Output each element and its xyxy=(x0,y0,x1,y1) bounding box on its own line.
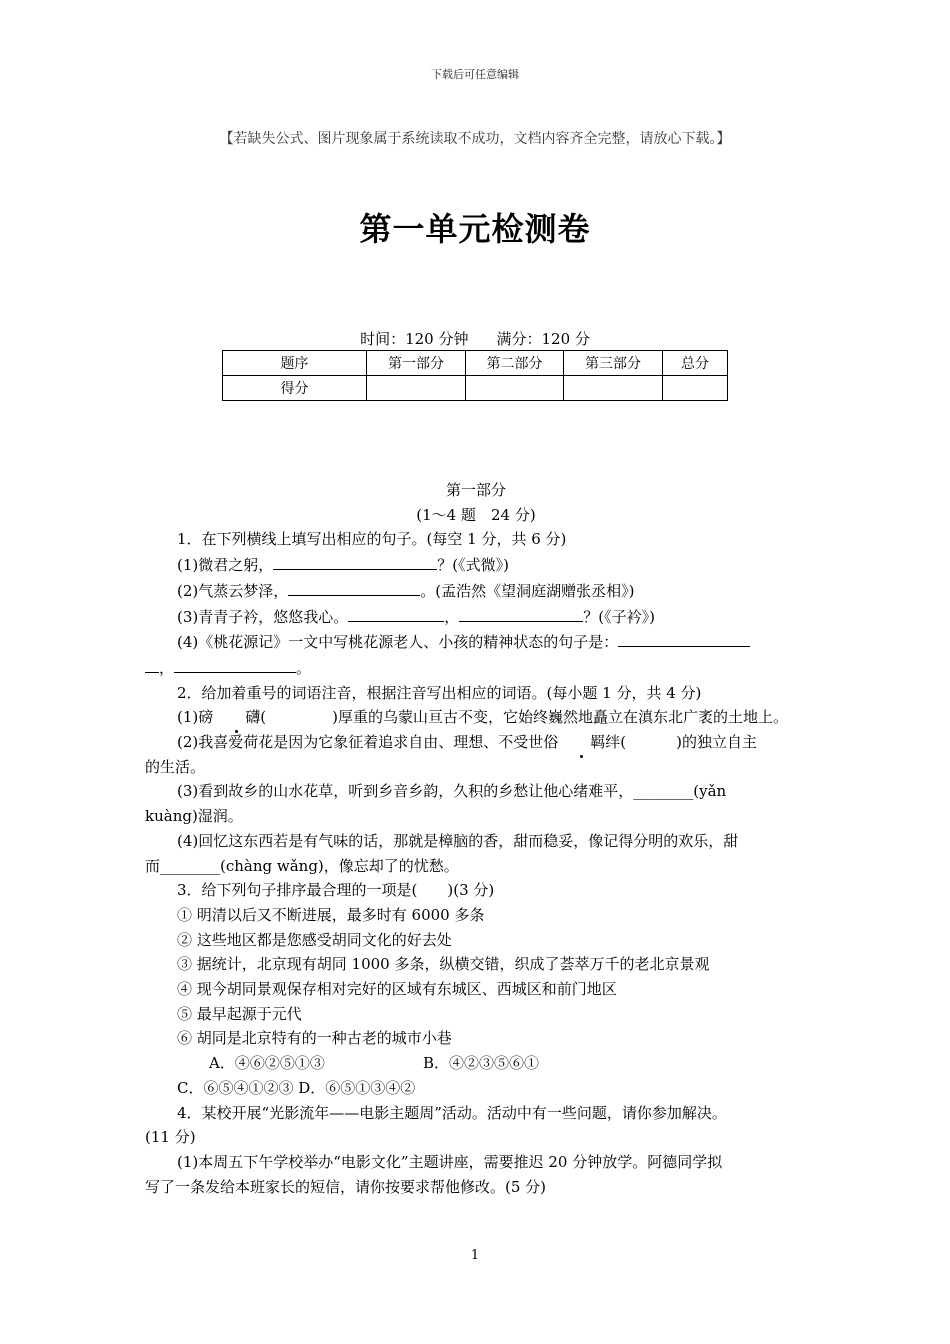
score-table-row xyxy=(223,376,728,401)
score-table-header-row xyxy=(223,351,728,376)
question-1-item: (3)青青子衿，悠悠我心。 ， ？(《子衿》) xyxy=(145,604,807,630)
answer-blank xyxy=(273,552,437,570)
question-2-stem: 2．给加着重号的词语注音，根据注音写出相应的词语。(每小题 1 分，共 4 分) xyxy=(177,683,702,702)
time-limit: 时间：120 分钟 xyxy=(360,330,469,348)
emphasis-char: 礴 xyxy=(213,705,260,730)
question-4-item: (1)本周五下午学校举办“电影文化”主题讲座，需要推迟 20 分钟放学。阿德同学拟 xyxy=(177,1152,723,1171)
question-1-item: (1)微君之躬， ？(《式微》) xyxy=(145,552,807,578)
question-3-sentence: ② 这些地区都是您感受胡同文化的好去处 xyxy=(177,930,452,949)
score-cell xyxy=(466,376,564,401)
answer-blank xyxy=(348,604,444,622)
question-3-options: C．⑥⑤④①②③ D．⑥⑤①③④② xyxy=(177,1078,416,1097)
question-3-sentence: ⑤ 最早起源于元代 xyxy=(177,1004,302,1023)
answer-blank xyxy=(459,604,583,622)
option-b: B．④②③⑤⑥① xyxy=(423,1054,540,1073)
score-row-label: 得分 xyxy=(223,376,367,401)
score-table-header: 第二部分 xyxy=(466,351,564,376)
option-a: A．④⑥②⑤①③ xyxy=(209,1054,325,1073)
page-number: 1 xyxy=(470,1248,480,1263)
question-2-item: (1)磅 礴( )厚重的乌蒙山亘古不变，它始终巍然地矗立在滇东北广袤的土地上。 xyxy=(145,705,807,730)
part-heading: 第一部分 xyxy=(445,481,506,499)
question-3-sentence: ④ 现今胡同景观保存相对完好的区域有东城区、西城区和前门地区 xyxy=(177,980,617,999)
exam-content xyxy=(145,478,807,1199)
answer-blank xyxy=(145,655,159,673)
time-info xyxy=(0,328,950,349)
question-3-options xyxy=(145,1051,807,1076)
download-notice: 【若缺失公式、图片现象属于系统读取不成功，文档内容齐全完整，请放心下载。】 xyxy=(219,131,731,147)
answer-blank xyxy=(174,655,296,673)
score-table xyxy=(222,350,728,401)
part-subheading: (1～4 题 24 分) xyxy=(416,505,536,524)
question-2-item: (4)回忆这东西若是有气味的话，那就是樟脑的香，甜而稳妥，像记得分明的欢乐，甜 xyxy=(177,831,739,850)
question-3-sentence: ③ 据统计，北京现有胡同 1000 多条，纵横交错，织成了荟萃万千的老北京景观 xyxy=(177,955,710,974)
question-2-item-cont: 而________(chàng wǎng)，像忘却了的忧愁。 xyxy=(145,856,459,875)
question-1-item: (4)《桃花源记》一文中写桃花源老人、小孩的精神状态的句子是： xyxy=(145,629,807,655)
question-4-item-cont: 写了一条发给本班家长的短信，请你按要求帮他修改。(5 分) xyxy=(145,1177,547,1196)
question-4-stem-cont: (11 分) xyxy=(145,1128,196,1147)
question-2-item-cont: kuàng)湿润。 xyxy=(145,807,243,826)
score-cell xyxy=(367,376,466,401)
answer-blank xyxy=(288,578,420,596)
question-2-item: (3)看到故乡的山水花草，听到乡音乡韵，久积的乡愁让他心绪难平，________(yǎn xyxy=(177,782,727,801)
emphasis-char: 羁 xyxy=(558,730,605,755)
score-table-header: 题序 xyxy=(223,351,367,376)
question-3-sentence: ① 明清以后又不断进展，最多时有 6000 多条 xyxy=(177,905,485,924)
score-cell xyxy=(564,376,663,401)
score-table-header: 第三部分 xyxy=(564,351,663,376)
question-3-sentence: ⑥ 胡同是北京特有的一种古老的城市小巷 xyxy=(177,1029,452,1048)
score-table-header: 第一部分 xyxy=(367,351,466,376)
question-1-item-cont: ， 。 xyxy=(145,655,807,681)
question-4-stem: 4．某校开展“光影流年——电影主题周”活动。活动中有一些问题，请你参加解决。 xyxy=(177,1103,727,1122)
question-1-stem: 1．在下列横线上填写出相应的句子。(每空 1 分，共 6 分) xyxy=(177,530,567,549)
full-score: 满分：120 分 xyxy=(496,330,590,348)
question-3-stem: 3．给下列句子排序最合理的一项是( )(3 分) xyxy=(177,881,495,900)
page-header: 下载后可任意编辑 xyxy=(431,68,519,81)
score-cell xyxy=(663,376,728,401)
page-title: 第一单元检测卷 xyxy=(359,210,591,248)
question-2-item-cont: 的生活。 xyxy=(145,757,206,776)
question-2-item: (2)我喜爱荷花是因为它象征着追求自由、理想、不受世俗 羁绊( )的独立自主 xyxy=(145,730,807,755)
score-table-header: 总分 xyxy=(663,351,728,376)
question-1-item: (2)气蒸云梦泽， 。(孟浩然《望洞庭湖赠张丞相》) xyxy=(145,578,807,604)
answer-blank xyxy=(618,629,750,647)
